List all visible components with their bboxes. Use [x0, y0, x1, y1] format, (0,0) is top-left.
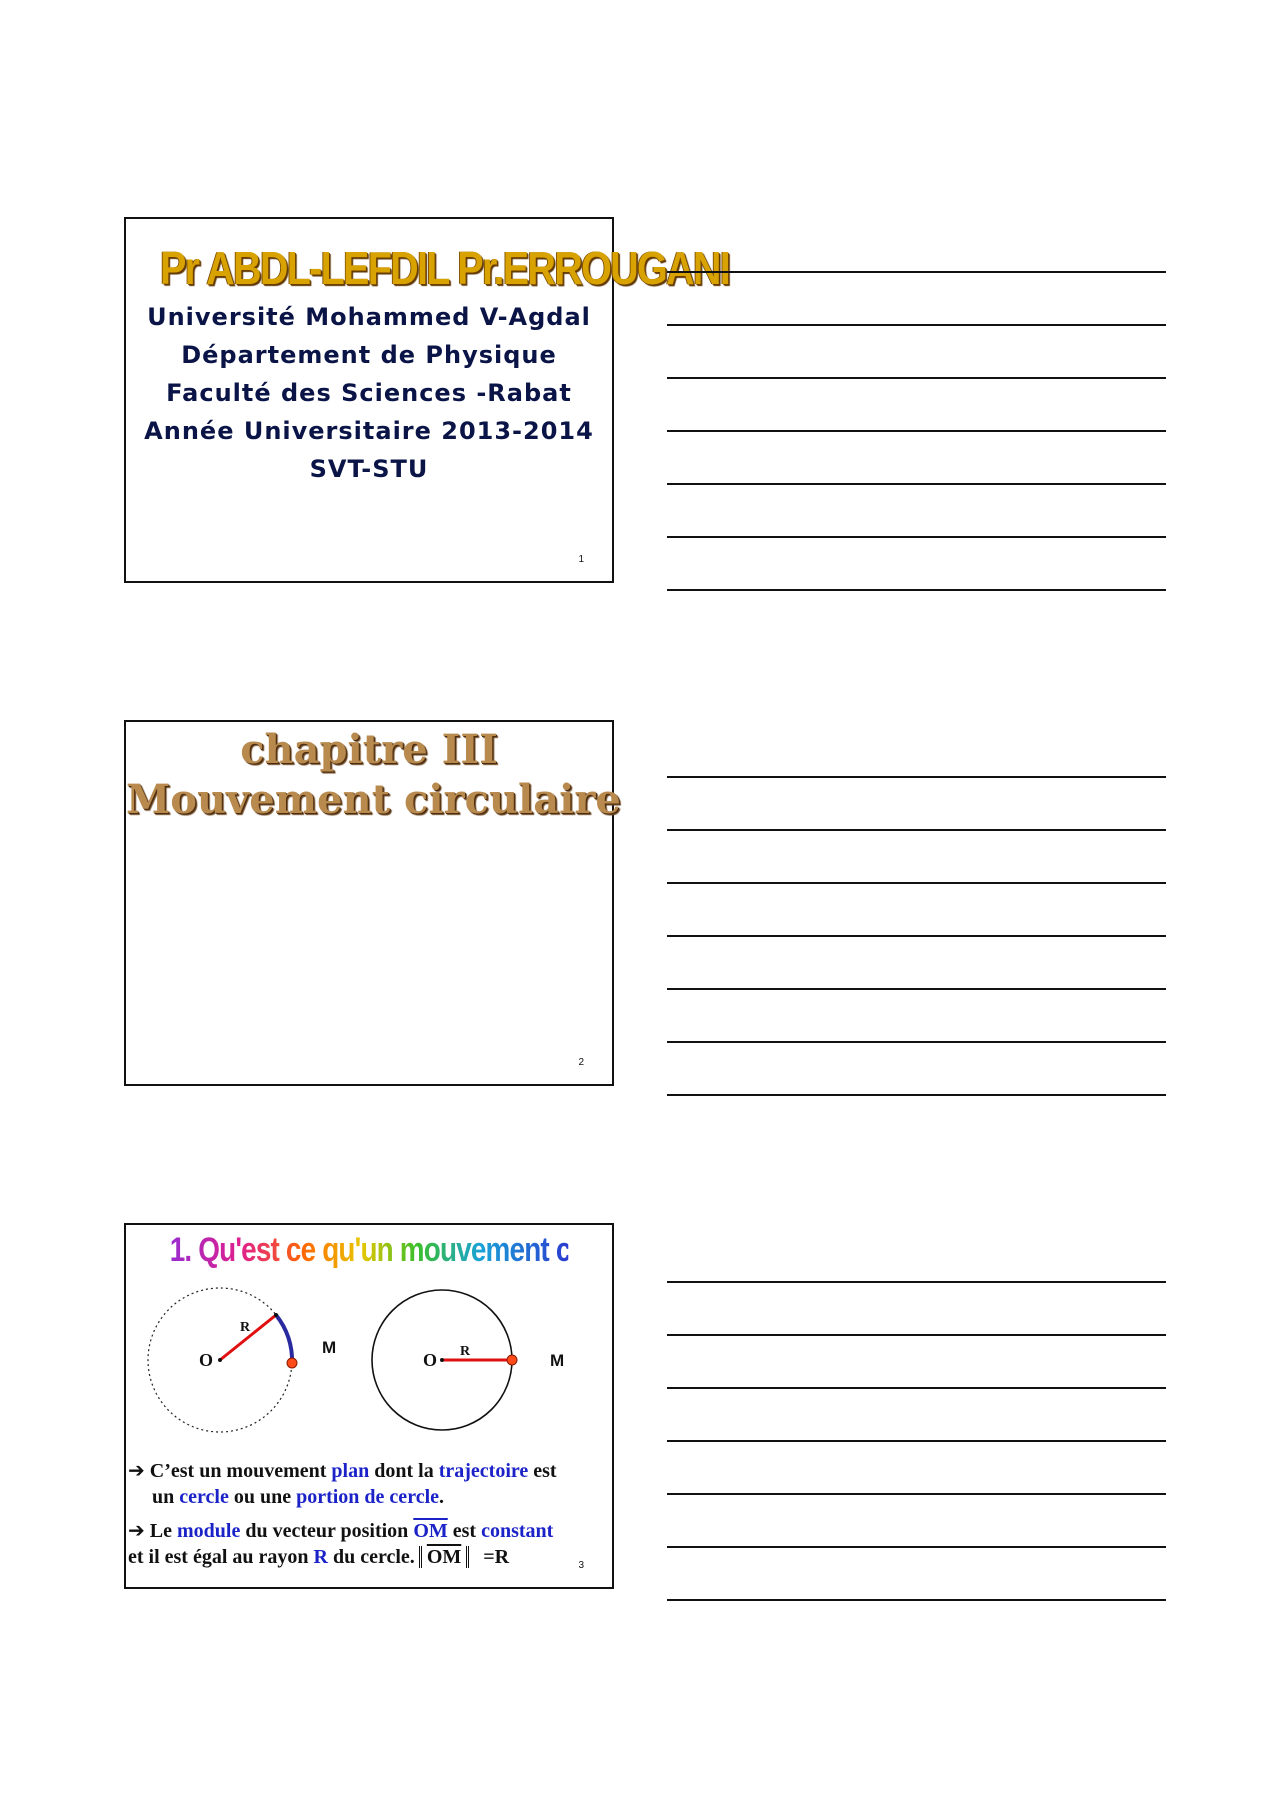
slide-number: 1 [578, 554, 584, 565]
notes-line [667, 882, 1166, 884]
notes-line [667, 271, 1166, 273]
chapter-label: chapitre III [240, 726, 498, 773]
slide-number: 2 [578, 1057, 584, 1068]
equals-r: =R [483, 1546, 510, 1568]
university-line: Université Mohammed V-Agdal [147, 303, 591, 331]
text: du vecteur position [240, 1520, 414, 1542]
arrow-icon: ➔ [128, 1458, 145, 1482]
moving-point-right [507, 1355, 517, 1365]
circular-motion-diagram [126, 1285, 612, 1445]
notes-line [667, 589, 1166, 591]
department-line: Département de Physique [181, 341, 557, 369]
arrow-icon: ➔ [128, 1518, 145, 1542]
text: est [528, 1460, 557, 1482]
keyword-portion: portion de cercle [296, 1486, 440, 1508]
norm-om [419, 1546, 469, 1568]
text: C’est un mouvement [144, 1460, 332, 1482]
notes-line [667, 1493, 1166, 1495]
notes-line [667, 1546, 1166, 1548]
text: est [447, 1520, 482, 1542]
faculty-line: Faculté des Sciences -Rabat [166, 379, 572, 407]
notes-line [667, 1041, 1166, 1043]
notes-line [667, 430, 1166, 432]
notes-line [667, 377, 1166, 379]
text: Le [144, 1520, 177, 1542]
slide-3 [124, 1223, 695, 1589]
text: ou une [228, 1486, 297, 1508]
keyword-trajectoire: trajectoire [438, 1460, 529, 1482]
text: dont la [369, 1460, 439, 1482]
chapter-title: Mouvement circulaire [126, 776, 621, 823]
academic-year-line: Année Universitaire 2013-2014 [144, 417, 594, 445]
notes-line [667, 1440, 1166, 1442]
keyword-constant: constant [481, 1520, 554, 1542]
keyword-cercle: cercle [179, 1486, 229, 1508]
notes-line [667, 829, 1166, 831]
text: un [152, 1486, 180, 1508]
arc-portion [276, 1315, 292, 1363]
vector-om: $\overline{OM}$ [413, 1520, 448, 1542]
text: . [439, 1486, 445, 1508]
notes-line [667, 1334, 1166, 1336]
center-point-right [440, 1358, 444, 1362]
notes-line [667, 324, 1166, 326]
slide-1 [124, 217, 730, 583]
bullet-2 [128, 1517, 604, 1570]
label-o-left: O [199, 1350, 214, 1370]
notes-line [667, 935, 1166, 937]
notes-line [667, 1387, 1166, 1389]
label-m-right: M [550, 1351, 565, 1370]
keyword-module: module [176, 1520, 241, 1542]
keyword-plan: plan [331, 1460, 370, 1482]
program-line: SVT-STU [309, 455, 429, 483]
slide-number: 3 [578, 1560, 584, 1571]
keyword-r: R [313, 1546, 328, 1568]
bullet-1 [128, 1457, 604, 1510]
text: et il est égal au rayon [128, 1546, 314, 1568]
moving-point-left [287, 1358, 297, 1368]
notes-line [667, 988, 1166, 990]
notes-line [667, 1281, 1166, 1283]
notes-line [667, 1599, 1166, 1601]
notes-line [667, 483, 1166, 485]
arc-start-point [274, 1313, 278, 1317]
authors-title: Pr ABDL-LEFDIL Pr.ERROUGANI [160, 242, 730, 294]
text: du cercle. [327, 1546, 415, 1568]
section-title: 1. Qu'est ce qu'un mouvement circulaire ? [169, 1231, 695, 1269]
notes-line [667, 1094, 1166, 1096]
center-point-left [218, 1358, 222, 1362]
norm-vector: $\overline{OM}$ [426, 1546, 462, 1568]
notes-line [667, 536, 1166, 538]
label-r-left: R [240, 1320, 251, 1335]
label-r-right: R [460, 1344, 471, 1359]
label-o-right: O [423, 1350, 438, 1370]
notes-line [667, 776, 1166, 778]
label-m-left: M [322, 1338, 337, 1357]
slide-2 [124, 720, 621, 1086]
